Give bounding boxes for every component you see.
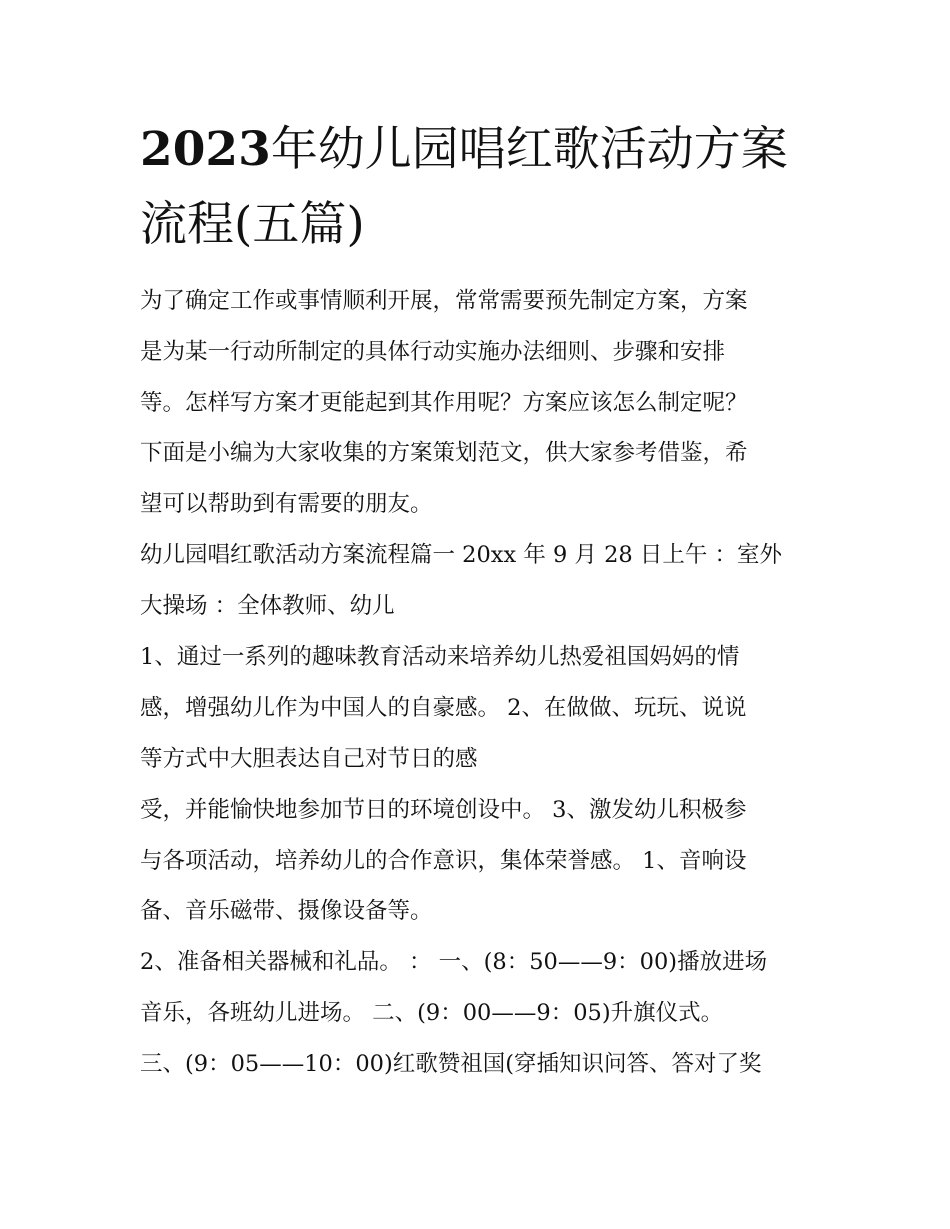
body-line: 下面是小编为大家收集的方案策划范文，供大家参考借鉴，希: [140, 440, 748, 466]
body-line: 为了确定工作或事情顺利开展，常常需要预先制定方案，方案: [140, 288, 748, 314]
body-line: 幼儿园唱红歌活动方案流程篇一 20xx 年 9 月 28 日上午 ：室外: [140, 542, 783, 568]
body-line: 等方式中大胆表达自己对节日的感: [140, 746, 478, 772]
body-line: 2、准备相关器械和礼品。 ： 一、(8：50——9：00)播放进场: [140, 949, 768, 975]
title-line-1: 年幼儿园唱红歌活动方案: [270, 122, 788, 177]
body-line: 望可以帮助到有需要的朋友。: [140, 491, 433, 517]
body-line: 备、音乐磁带、摄像设备等。: [140, 898, 433, 924]
document-title: [140, 112, 820, 262]
title-year: 2023: [140, 122, 271, 177]
body-line: 与各项活动，培养幼儿的合作意识，集体荣誉感。 1、音响设: [140, 848, 747, 874]
body-line: 感，增强幼儿作为中国人的自豪感。 2、在做做、玩玩、说说: [140, 695, 747, 721]
body-line: 1、通过一系列的趣味教育活动来培养幼儿热爱祖国妈妈的情: [140, 644, 740, 670]
body-line: 大操场 ：全体教师、幼儿: [140, 593, 395, 619]
body-line: 音乐，各班幼儿进场。 二、(9：00——9：05)升旗仪式。: [140, 1000, 724, 1026]
body-line: 三、(9：05——10：00)红歌赞祖国(穿插知识问答、答对了奖: [140, 1051, 762, 1077]
body-line: 受，并能愉快地参加节日的环境创设中。 3、激发幼儿积极参: [140, 797, 747, 823]
title-line-2: 流程(五篇): [140, 197, 365, 252]
body-line: 是为某一行动所制定的具体行动实施办法细则、步骤和安排: [140, 339, 726, 365]
body-line: 等。怎样写方案才更能起到其作用呢？方案应该怎么制定呢？: [140, 390, 748, 416]
